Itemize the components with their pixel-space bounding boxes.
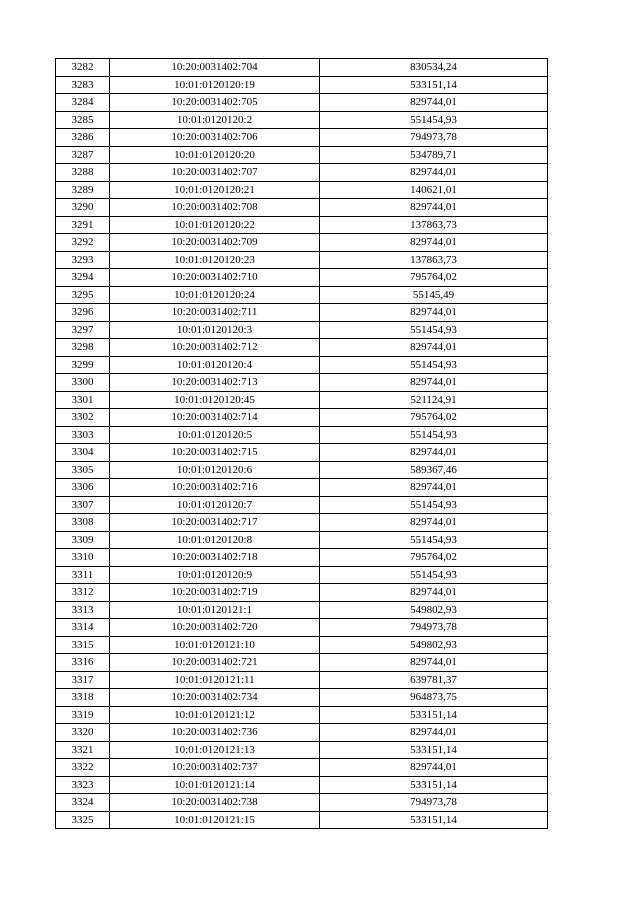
row-number-cell: 3319 bbox=[56, 706, 110, 724]
value-cell: 533151,14 bbox=[320, 811, 548, 829]
cadastral-number-cell: 10:01:0120120:22 bbox=[110, 216, 320, 234]
row-number-cell: 3296 bbox=[56, 304, 110, 322]
table-row bbox=[56, 76, 548, 94]
document-page bbox=[55, 58, 547, 829]
row-number-cell: 3297 bbox=[56, 321, 110, 339]
row-number-cell: 3314 bbox=[56, 619, 110, 637]
row-number-cell: 3284 bbox=[56, 94, 110, 112]
cadastral-number-cell: 10:20:0031402:719 bbox=[110, 584, 320, 602]
cadastral-number-cell: 10:20:0031402:717 bbox=[110, 514, 320, 532]
value-cell: 829744,01 bbox=[320, 304, 548, 322]
value-cell: 533151,14 bbox=[320, 741, 548, 759]
value-cell: 551454,93 bbox=[320, 531, 548, 549]
value-cell: 829744,01 bbox=[320, 164, 548, 182]
value-cell: 533151,14 bbox=[320, 776, 548, 794]
row-number-cell: 3301 bbox=[56, 391, 110, 409]
cadastral-number-cell: 10:20:0031402:738 bbox=[110, 794, 320, 812]
row-number-cell: 3312 bbox=[56, 584, 110, 602]
table-row bbox=[56, 706, 548, 724]
row-number-cell: 3299 bbox=[56, 356, 110, 374]
value-cell: 829744,01 bbox=[320, 374, 548, 392]
cadastral-number-cell: 10:20:0031402:710 bbox=[110, 269, 320, 287]
value-cell: 829744,01 bbox=[320, 199, 548, 217]
table-row bbox=[56, 94, 548, 112]
value-cell: 795764,02 bbox=[320, 269, 548, 287]
cadastral-number-cell: 10:01:0120120:23 bbox=[110, 251, 320, 269]
row-number-cell: 3305 bbox=[56, 461, 110, 479]
row-number-cell: 3325 bbox=[56, 811, 110, 829]
value-cell: 551454,93 bbox=[320, 496, 548, 514]
row-number-cell: 3285 bbox=[56, 111, 110, 129]
cadastral-number-cell: 10:01:0120120:4 bbox=[110, 356, 320, 374]
table-row bbox=[56, 426, 548, 444]
table-row bbox=[56, 584, 548, 602]
table-row bbox=[56, 374, 548, 392]
value-cell: 533151,14 bbox=[320, 706, 548, 724]
table-row bbox=[56, 391, 548, 409]
table-row bbox=[56, 111, 548, 129]
cadastral-number-cell: 10:01:0120121:10 bbox=[110, 636, 320, 654]
value-cell: 829744,01 bbox=[320, 759, 548, 777]
cadastral-number-cell: 10:20:0031402:706 bbox=[110, 129, 320, 147]
value-cell: 549802,93 bbox=[320, 636, 548, 654]
value-cell: 639781,37 bbox=[320, 671, 548, 689]
row-number-cell: 3323 bbox=[56, 776, 110, 794]
row-number-cell: 3292 bbox=[56, 234, 110, 252]
row-number-cell: 3317 bbox=[56, 671, 110, 689]
table-row bbox=[56, 514, 548, 532]
row-number-cell: 3307 bbox=[56, 496, 110, 514]
table-row bbox=[56, 619, 548, 637]
table-row bbox=[56, 304, 548, 322]
value-cell: 829744,01 bbox=[320, 94, 548, 112]
row-number-cell: 3300 bbox=[56, 374, 110, 392]
row-number-cell: 3310 bbox=[56, 549, 110, 567]
table-row bbox=[56, 129, 548, 147]
table-row bbox=[56, 269, 548, 287]
cadastral-number-cell: 10:01:0120121:12 bbox=[110, 706, 320, 724]
row-number-cell: 3288 bbox=[56, 164, 110, 182]
value-cell: 829744,01 bbox=[320, 479, 548, 497]
value-cell: 534789,71 bbox=[320, 146, 548, 164]
table-row bbox=[56, 164, 548, 182]
table-row bbox=[56, 776, 548, 794]
cadastral-number-cell: 10:01:0120120:19 bbox=[110, 76, 320, 94]
table-row bbox=[56, 409, 548, 427]
table-row bbox=[56, 181, 548, 199]
cadastral-number-cell: 10:20:0031402:721 bbox=[110, 654, 320, 672]
value-cell: 829744,01 bbox=[320, 339, 548, 357]
cadastral-number-cell: 10:01:0120120:24 bbox=[110, 286, 320, 304]
value-cell: 794973,78 bbox=[320, 619, 548, 637]
row-number-cell: 3289 bbox=[56, 181, 110, 199]
cadastral-value-table bbox=[55, 58, 548, 829]
row-number-cell: 3293 bbox=[56, 251, 110, 269]
table-row bbox=[56, 321, 548, 339]
cadastral-number-cell: 10:20:0031402:737 bbox=[110, 759, 320, 777]
row-number-cell: 3291 bbox=[56, 216, 110, 234]
table-row bbox=[56, 339, 548, 357]
row-number-cell: 3315 bbox=[56, 636, 110, 654]
row-number-cell: 3302 bbox=[56, 409, 110, 427]
cadastral-number-cell: 10:01:0120120:20 bbox=[110, 146, 320, 164]
cadastral-number-cell: 10:20:0031402:705 bbox=[110, 94, 320, 112]
value-cell: 829744,01 bbox=[320, 724, 548, 742]
cadastral-number-cell: 10:20:0031402:711 bbox=[110, 304, 320, 322]
value-cell: 829744,01 bbox=[320, 444, 548, 462]
cadastral-number-cell: 10:20:0031402:715 bbox=[110, 444, 320, 462]
value-cell: 533151,14 bbox=[320, 76, 548, 94]
value-cell: 829744,01 bbox=[320, 654, 548, 672]
cadastral-number-cell: 10:01:0120121:1 bbox=[110, 601, 320, 619]
table-row bbox=[56, 601, 548, 619]
table-row bbox=[56, 724, 548, 742]
table-row bbox=[56, 566, 548, 584]
cadastral-number-cell: 10:01:0120121:13 bbox=[110, 741, 320, 759]
table-row bbox=[56, 811, 548, 829]
cadastral-number-cell: 10:01:0120120:2 bbox=[110, 111, 320, 129]
table-row bbox=[56, 461, 548, 479]
row-number-cell: 3322 bbox=[56, 759, 110, 777]
row-number-cell: 3303 bbox=[56, 426, 110, 444]
value-cell: 830534,24 bbox=[320, 59, 548, 77]
cadastral-number-cell: 10:01:0120120:8 bbox=[110, 531, 320, 549]
row-number-cell: 3324 bbox=[56, 794, 110, 812]
cadastral-number-cell: 10:01:0120120:21 bbox=[110, 181, 320, 199]
cadastral-number-cell: 10:20:0031402:712 bbox=[110, 339, 320, 357]
value-cell: 140621,01 bbox=[320, 181, 548, 199]
cadastral-number-cell: 10:20:0031402:704 bbox=[110, 59, 320, 77]
cadastral-number-cell: 10:01:0120120:9 bbox=[110, 566, 320, 584]
value-cell: 794973,78 bbox=[320, 794, 548, 812]
value-cell: 551454,93 bbox=[320, 321, 548, 339]
row-number-cell: 3308 bbox=[56, 514, 110, 532]
value-cell: 55145,49 bbox=[320, 286, 548, 304]
table-row bbox=[56, 356, 548, 374]
row-number-cell: 3311 bbox=[56, 566, 110, 584]
value-cell: 795764,02 bbox=[320, 549, 548, 567]
value-cell: 549802,93 bbox=[320, 601, 548, 619]
table-row bbox=[56, 671, 548, 689]
table-row bbox=[56, 636, 548, 654]
table-row bbox=[56, 444, 548, 462]
value-cell: 589367,46 bbox=[320, 461, 548, 479]
table-row bbox=[56, 654, 548, 672]
row-number-cell: 3304 bbox=[56, 444, 110, 462]
cadastral-number-cell: 10:01:0120121:11 bbox=[110, 671, 320, 689]
row-number-cell: 3286 bbox=[56, 129, 110, 147]
table-row bbox=[56, 549, 548, 567]
cadastral-number-cell: 10:01:0120121:15 bbox=[110, 811, 320, 829]
value-cell: 794973,78 bbox=[320, 129, 548, 147]
row-number-cell: 3287 bbox=[56, 146, 110, 164]
cadastral-number-cell: 10:20:0031402:718 bbox=[110, 549, 320, 567]
cadastral-number-cell: 10:20:0031402:707 bbox=[110, 164, 320, 182]
row-number-cell: 3321 bbox=[56, 741, 110, 759]
table-row bbox=[56, 146, 548, 164]
row-number-cell: 3313 bbox=[56, 601, 110, 619]
cadastral-number-cell: 10:20:0031402:714 bbox=[110, 409, 320, 427]
cadastral-number-cell: 10:20:0031402:713 bbox=[110, 374, 320, 392]
table-row bbox=[56, 286, 548, 304]
table-body bbox=[56, 59, 548, 829]
cadastral-number-cell: 10:20:0031402:716 bbox=[110, 479, 320, 497]
table-row bbox=[56, 479, 548, 497]
value-cell: 137863,73 bbox=[320, 251, 548, 269]
table-row bbox=[56, 59, 548, 77]
row-number-cell: 3283 bbox=[56, 76, 110, 94]
value-cell: 551454,93 bbox=[320, 111, 548, 129]
row-number-cell: 3320 bbox=[56, 724, 110, 742]
table-row bbox=[56, 531, 548, 549]
table-row bbox=[56, 759, 548, 777]
row-number-cell: 3318 bbox=[56, 689, 110, 707]
row-number-cell: 3294 bbox=[56, 269, 110, 287]
table-row bbox=[56, 199, 548, 217]
cadastral-number-cell: 10:20:0031402:709 bbox=[110, 234, 320, 252]
table-row bbox=[56, 216, 548, 234]
row-number-cell: 3295 bbox=[56, 286, 110, 304]
table-row bbox=[56, 794, 548, 812]
row-number-cell: 3316 bbox=[56, 654, 110, 672]
value-cell: 964873,75 bbox=[320, 689, 548, 707]
value-cell: 829744,01 bbox=[320, 514, 548, 532]
value-cell: 137863,73 bbox=[320, 216, 548, 234]
cadastral-number-cell: 10:20:0031402:720 bbox=[110, 619, 320, 637]
cadastral-number-cell: 10:20:0031402:734 bbox=[110, 689, 320, 707]
cadastral-number-cell: 10:01:0120120:7 bbox=[110, 496, 320, 514]
value-cell: 829744,01 bbox=[320, 234, 548, 252]
value-cell: 829744,01 bbox=[320, 584, 548, 602]
cadastral-number-cell: 10:01:0120120:6 bbox=[110, 461, 320, 479]
table-row bbox=[56, 689, 548, 707]
value-cell: 551454,93 bbox=[320, 426, 548, 444]
row-number-cell: 3290 bbox=[56, 199, 110, 217]
cadastral-number-cell: 10:01:0120120:3 bbox=[110, 321, 320, 339]
row-number-cell: 3306 bbox=[56, 479, 110, 497]
value-cell: 551454,93 bbox=[320, 566, 548, 584]
cadastral-number-cell: 10:20:0031402:736 bbox=[110, 724, 320, 742]
cadastral-number-cell: 10:20:0031402:708 bbox=[110, 199, 320, 217]
value-cell: 551454,93 bbox=[320, 356, 548, 374]
cadastral-number-cell: 10:01:0120121:14 bbox=[110, 776, 320, 794]
table-row bbox=[56, 234, 548, 252]
row-number-cell: 3282 bbox=[56, 59, 110, 77]
value-cell: 795764,02 bbox=[320, 409, 548, 427]
table-row bbox=[56, 741, 548, 759]
cadastral-number-cell: 10:01:0120120:5 bbox=[110, 426, 320, 444]
table-row bbox=[56, 251, 548, 269]
table-row bbox=[56, 496, 548, 514]
row-number-cell: 3309 bbox=[56, 531, 110, 549]
value-cell: 521124,91 bbox=[320, 391, 548, 409]
cadastral-number-cell: 10:01:0120120:45 bbox=[110, 391, 320, 409]
row-number-cell: 3298 bbox=[56, 339, 110, 357]
